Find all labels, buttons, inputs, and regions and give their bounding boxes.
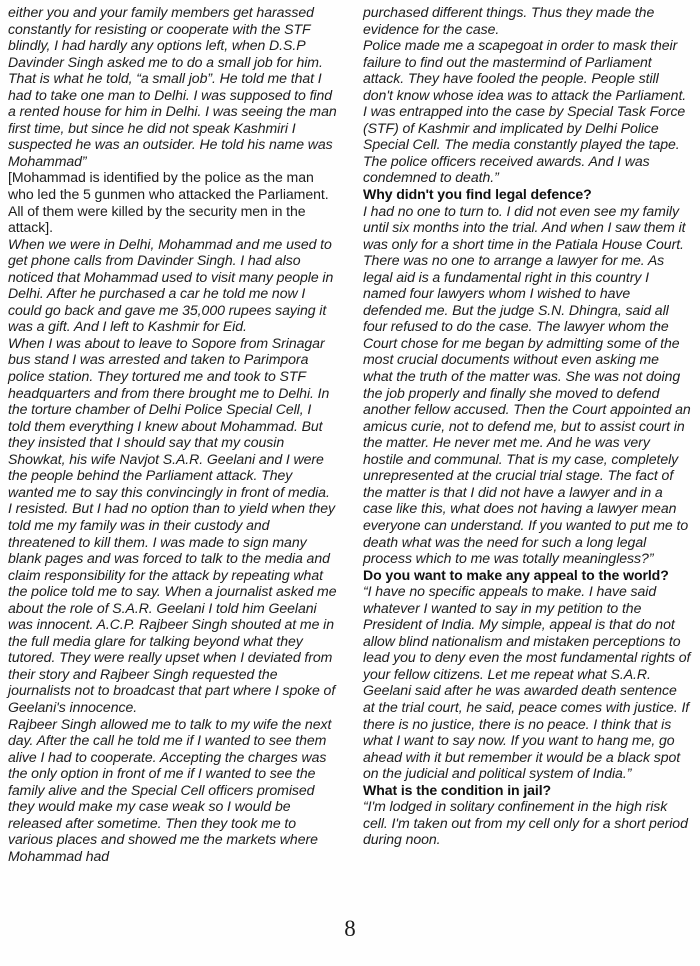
question-heading: What is the condition in jail?	[363, 781, 552, 798]
text-column-right	[363, 0, 700, 905]
body-paragraph: Police made me a scapegoat in order to mask their failure to find out the mastermind of Parliament attack. They have fooled the people. People still don't know whose idea was to attack the Parliament. I was entrapped into the case by Special Task Force (STF) of Kashmir and implicated by Delhi Police Special Cell. The media constantly played the tape. The police officers received awards. And I was condemned to death.”	[363, 37, 687, 186]
body-paragraph: I had no one to turn to. I did not even see my family until six months into the trial. And when I saw them it was only for a short time in the Patiala House Court. There was no one to arrange a lawyer for me. As legal aid is a fundamental right in this country I named four lawyers whom I wished to have defended me. But the judge S.N. Dhingra, said all four refused to do the case. The lawyer whom the Court chose for me began by admitting some of the most crucial documents without even asking me what the truth of the matter was. She was not doing the job properly and finally she moved to defend another fellow accused. Then the Court appointed an amicus curie, not to defend me, but to assist court in the matter. He never met me. And he was very hostile and communal. That is my case, completely unrepresented at the crucial trial stage. The fact of the matter is that I did not have a lawyer and in a case like this, what does not having a lawyer mean everyone can understand. If you wanted to put me to death what was the need for such a long legal process which to me was totally meaningless?”	[363, 202, 691, 567]
question-heading: Do you want to make any appeal to the world?	[363, 566, 669, 583]
body-paragraph: “I'm lodged in solitary confinement in the high risk cell. I'm taken out from my cell only for a short period during noon.	[363, 798, 688, 848]
body-paragraph: purchased different things. Thus they made the evidence for the case.	[363, 4, 655, 37]
text-column-left	[0, 0, 337, 905]
editorial-note-paragraph: [Mohammad is identified by the police as the man who led the 5 gunmen who attacked the Parliament. All of them were killed by the security men in the attack].	[8, 169, 329, 236]
body-paragraph: Rajbeer Singh allowed me to talk to my wife the next day. After the call he told me if I wanted to see them alive I had to cooperate. Accepting the charges was the only option in front of me if I wanted to see the family alive and the Special Cell officers promised they would make my case weak so I would be released after sometime. Then they took me to various places and showed me the markets where Mohammad had	[8, 715, 332, 864]
page-number: 8	[344, 916, 356, 941]
body-paragraph: When I was about to leave to Sopore from Srinagar bus stand I was arrested and taken to Parimpora police station. They tortured me and took to STF headquarters and from there brought me to Delhi. In the torture chamber of Delhi Police Special Cell, I told them everything I knew about Mohammad. But they insisted that I should say that my cousin Showkat, his wife Navjot S.A.R. Geelani and I were the people behind the Parliament attack. They wanted me to say this convincingly in front of media. I resisted. But I had no option than to yield when they told me my family was in their custody and threatened to kill them. I was made to sign many blank pages and was forced to talk to the media and claim responsibility for the attack by repeating what the police told me to say. When a journalist asked me about the role of S.A.R. Geelani I told him Geelani was innocent. A.C.P. Rajbeer Singh shouted at me in the full media glare for talking beyond what they tutored. They were really upset when I deviated from their story and Rajbeer Singh requested the journalists not to broadcast that part where I spoke of Geelani's innocence.	[8, 334, 337, 715]
body-paragraph: either you and your family members get harassed constantly for resisting or cooperate with the STF blindly, I had hardly any options left, when D.S.P Davinder Singh asked me to do a small job for him. That is what he told, “a small job”. He told me that I had to take one man to Delhi. I was supposed to find a rented house for him in Delhi. I was seeing the man first time, but since he did not speak Kashmiri I suspected he was an outsider. He told his name was Mohammad”	[8, 4, 337, 169]
question-heading: Why didn't you find legal defence?	[363, 186, 592, 203]
body-paragraph: “I have no specific appeals to make. I have said whatever I wanted to say in my petition to the President of India. My simple, appeal is that do not allow blind nationalism and mistaken perceptions to lead you to deny even the most fundamental rights of your fellow citizens. Let me repeat what S.A.R. Geelani said after he was awarded death sentence at the trial court, he said, peace comes with justice. If there is no justice, there is no peace. I think that is what I want to say now. If you want to hang me, go ahead with it but remember it would be a black spot on the judicial and political system of India.”	[363, 583, 691, 782]
body-paragraph: When we were in Delhi, Mohammad and me used to get phone calls from Davinder Singh. I had also noticed that Mohammad used to visit many people in Delhi. After he purchased a car he told me now I could go back and gave me 35,000 rupees saying it was a gift. And I left to Kashmir for Eid.	[8, 235, 334, 335]
